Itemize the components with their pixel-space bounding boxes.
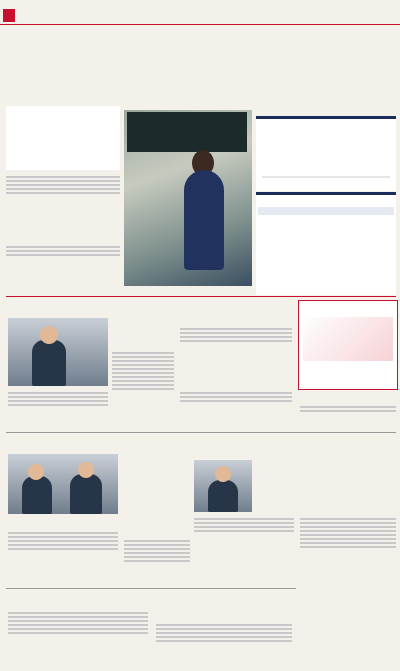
- stock-table-box: [256, 192, 396, 295]
- index-chart: [256, 116, 396, 191]
- mid-text: [6, 244, 120, 292]
- story-cui-col2: [124, 538, 190, 576]
- top-info-line: [0, 0, 400, 8]
- right-bottom-text: [300, 516, 396, 592]
- story-sgx-col2: [112, 350, 174, 430]
- ad-banner: [303, 317, 393, 361]
- story-chen-photo: [194, 460, 252, 512]
- lead-story: [6, 106, 120, 170]
- left-text-lines: [6, 174, 120, 198]
- story-sgx-text: [8, 390, 108, 430]
- divider-rule-2: [6, 432, 396, 433]
- person-face: [78, 462, 94, 478]
- story-cui-caption: [8, 516, 118, 528]
- story-options-col2: [156, 622, 292, 666]
- person-body: [32, 340, 66, 386]
- right-small-text: [300, 404, 396, 428]
- story-cui-text: [8, 530, 118, 578]
- divider-rule-3: [6, 588, 296, 589]
- main-photo: [124, 110, 252, 286]
- person-body: [70, 474, 102, 514]
- table-header: [258, 207, 303, 215]
- story-chen-text: [194, 516, 294, 560]
- story-options-text: [8, 610, 148, 666]
- advertisement[interactable]: [298, 300, 398, 390]
- table-header: [349, 207, 394, 215]
- masthead: [0, 8, 400, 25]
- person-face: [28, 464, 44, 480]
- story-sgx-photo: [8, 318, 108, 386]
- table-header: [303, 207, 348, 215]
- person-body: [22, 476, 52, 514]
- person-body: [184, 170, 224, 270]
- story-cui-photo: [8, 454, 118, 514]
- person-body: [208, 480, 238, 512]
- section-letter-badge: [3, 9, 15, 22]
- story-ibond-text-2: [180, 390, 292, 408]
- divider-rule: [6, 296, 396, 297]
- person-face: [215, 466, 231, 482]
- chart-svg: [256, 129, 396, 183]
- table-header-row: [258, 207, 394, 215]
- ticker-board: [127, 112, 247, 152]
- person-face: [40, 326, 58, 344]
- story-ibond-text: [180, 326, 292, 376]
- stock-table: [258, 207, 394, 215]
